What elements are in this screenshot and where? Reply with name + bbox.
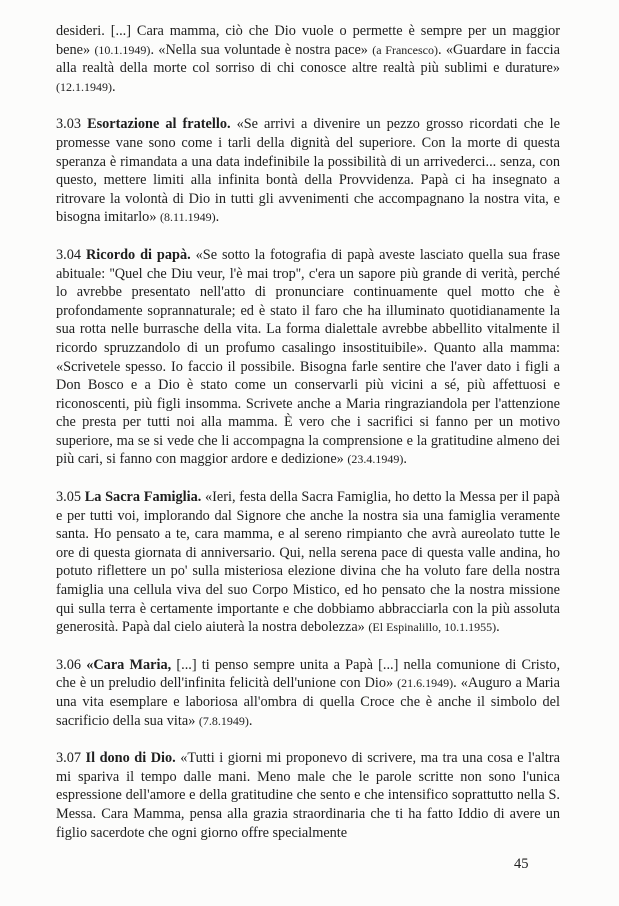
paragraph-text: . «Auguro a Maria una vita esemplare e laboriosa all'ombra di quella Croce che è anche il simbolo del sacrificio della sua vita» [56, 675, 560, 729]
page-number: 45 [514, 856, 529, 872]
section-heading: La Sacra Famiglia. [84, 489, 202, 506]
paragraph [56, 115, 560, 227]
citation-date: (23.4.1949) [347, 452, 404, 467]
section-heading: «Cara Maria, [86, 656, 172, 673]
paragraph [56, 488, 560, 637]
section-number: 3.07 [56, 750, 86, 767]
section-number: 3.04 [56, 246, 86, 263]
citation-date: (10.1.1949) [94, 42, 151, 57]
section-number: 3.06 [56, 656, 87, 673]
page-body [56, 22, 560, 861]
citation-date: (El Espinalillo, 10.1.1955) [368, 620, 497, 635]
paragraph-text: «Ieri, festa della Sacra Famiglia, ho detto la Messa per il papà e per tutti voi, implorando dal Signore che anche la nostra sia una famiglia veramente santa. Ho pensato a te, cara mamma, e al sereno rimpianto che avrà aureolato tutte le ore di questa giornata di anniversario. Qui, nella serena pace di questa valle andina, ho potuto riflettere un po' sulla misteriosa elezione divina che ha voluto fare della nostra famiglia una cellula viva del suo Corpo Mistico, ed ho pensato che la nostra missione qui sulla terra è certamente importante e che dobbiamo abbracciarla con la più assoluta generosità. Papà dal cielo aiuterà la nostra debolezza» [56, 489, 561, 636]
paragraph-text: . [112, 78, 116, 95]
paragraph-text: «Se arrivi a divenire un pezzo grosso ricordati che le promesse vane sono come i tarli della dignità del superiore. Con la morte di questa speranza è rimandata a una data indefinibile la possibilità di un arrivederci... senza, con questo, mettere limiti alla infinita bontà della Provvidenza. Papà ci ha insegnato a ritrovare la volontà di Dio in tutti gli avvenimenti che accompagnano la nostra vita, e bisogna imitarlo» [56, 116, 560, 226]
citation-date: (21.6.1949) [397, 676, 454, 691]
section-number: 3.05 [56, 489, 85, 506]
paragraph-text: desideri. [...] Cara mamma, ciò che Dio vuole o permette è sempre per un maggior bene» [56, 23, 560, 58]
section-heading: Ricordo di papà. [85, 246, 191, 263]
paragraph-text: . [215, 209, 220, 226]
paragraph [56, 749, 560, 842]
paragraph-text: «Tutti i giorni mi proponevo di scrivere, ma tra una cosa e l'altra mi spariva il tempo dalle mani. Meno male che le parole scritte non sono l'unica espressione dell'amore e della gratitudine che sento e che intensifico soprattutto nella S. Messa. Cara Mamma, pensa alla grazia straordinaria che ti ha fatto Iddio di avere un figlio sacerdote che ogni giorno offre specialmente [56, 750, 561, 841]
paragraph-text: . [496, 619, 500, 636]
citation-date: (8.11.1949) [160, 210, 216, 225]
citation-date: (7.8.1949) [198, 713, 249, 728]
paragraph-text: . [248, 712, 253, 729]
paragraph [56, 656, 560, 730]
paragraph [56, 246, 560, 469]
paragraph-text: . [403, 451, 407, 468]
section-heading: Il dono di Dio. [85, 750, 176, 767]
paragraph-text: . «Guardare in faccia alla realtà della morte col sorriso di chi conosce altre realtà più sublimi e durature» [56, 41, 560, 77]
paragraph-text: [...] ti penso sempre unita a Papà [...] nella comunione di Cristo, che è un preludio dell'infinita felicità dell'unione con Dio» [56, 656, 561, 692]
citation-date: (a Francesco) [372, 42, 438, 57]
paragraph-text: «Se sotto la fotografia di papà aveste lasciato quella sua frase abituale: ''Quel che Diu veur, l'è mai trop'', c'era un sapore più grande di verità, perché lo avrebbe presentato nell'atto di pronunciare continuamente quel motto che è profondamente soprannaturale; ed è stato il faro che ha illuminato quotidianamente la sua rotta nelle burrasche della vita. La forma dialettale avrebbe abbellito vitalmente il ricordo spruzzandolo di un profumo casalingo insostituibile». Quanto alla mamma: «Scrivetele spesso. Io faccio il possibile. Bisogna farle sentire che l'aver dato i figli a Don Bosco e a Dio è stato come un conservarli più vicini a sé, più affettuosi e riconoscenti, più figli insomma. Scrivete anche a Maria ringraziandola per l'attenzione che presta per tutti noi alla mamma. È vero che i sacrifici si fanno per un motivo superiore, ma se si vede che li accompagna la comprensione e la gratitudine almeno dei più cari, si fanno con maggior ardore e dedizione» [56, 246, 560, 468]
paragraph [56, 22, 560, 96]
paragraph-text: . «Nella sua voluntade è nostra pace» [150, 41, 373, 58]
citation-date: (12.1.1949) [56, 79, 112, 94]
section-heading: Esortazione al fratello. [87, 116, 231, 133]
section-number: 3.03 [56, 116, 88, 133]
